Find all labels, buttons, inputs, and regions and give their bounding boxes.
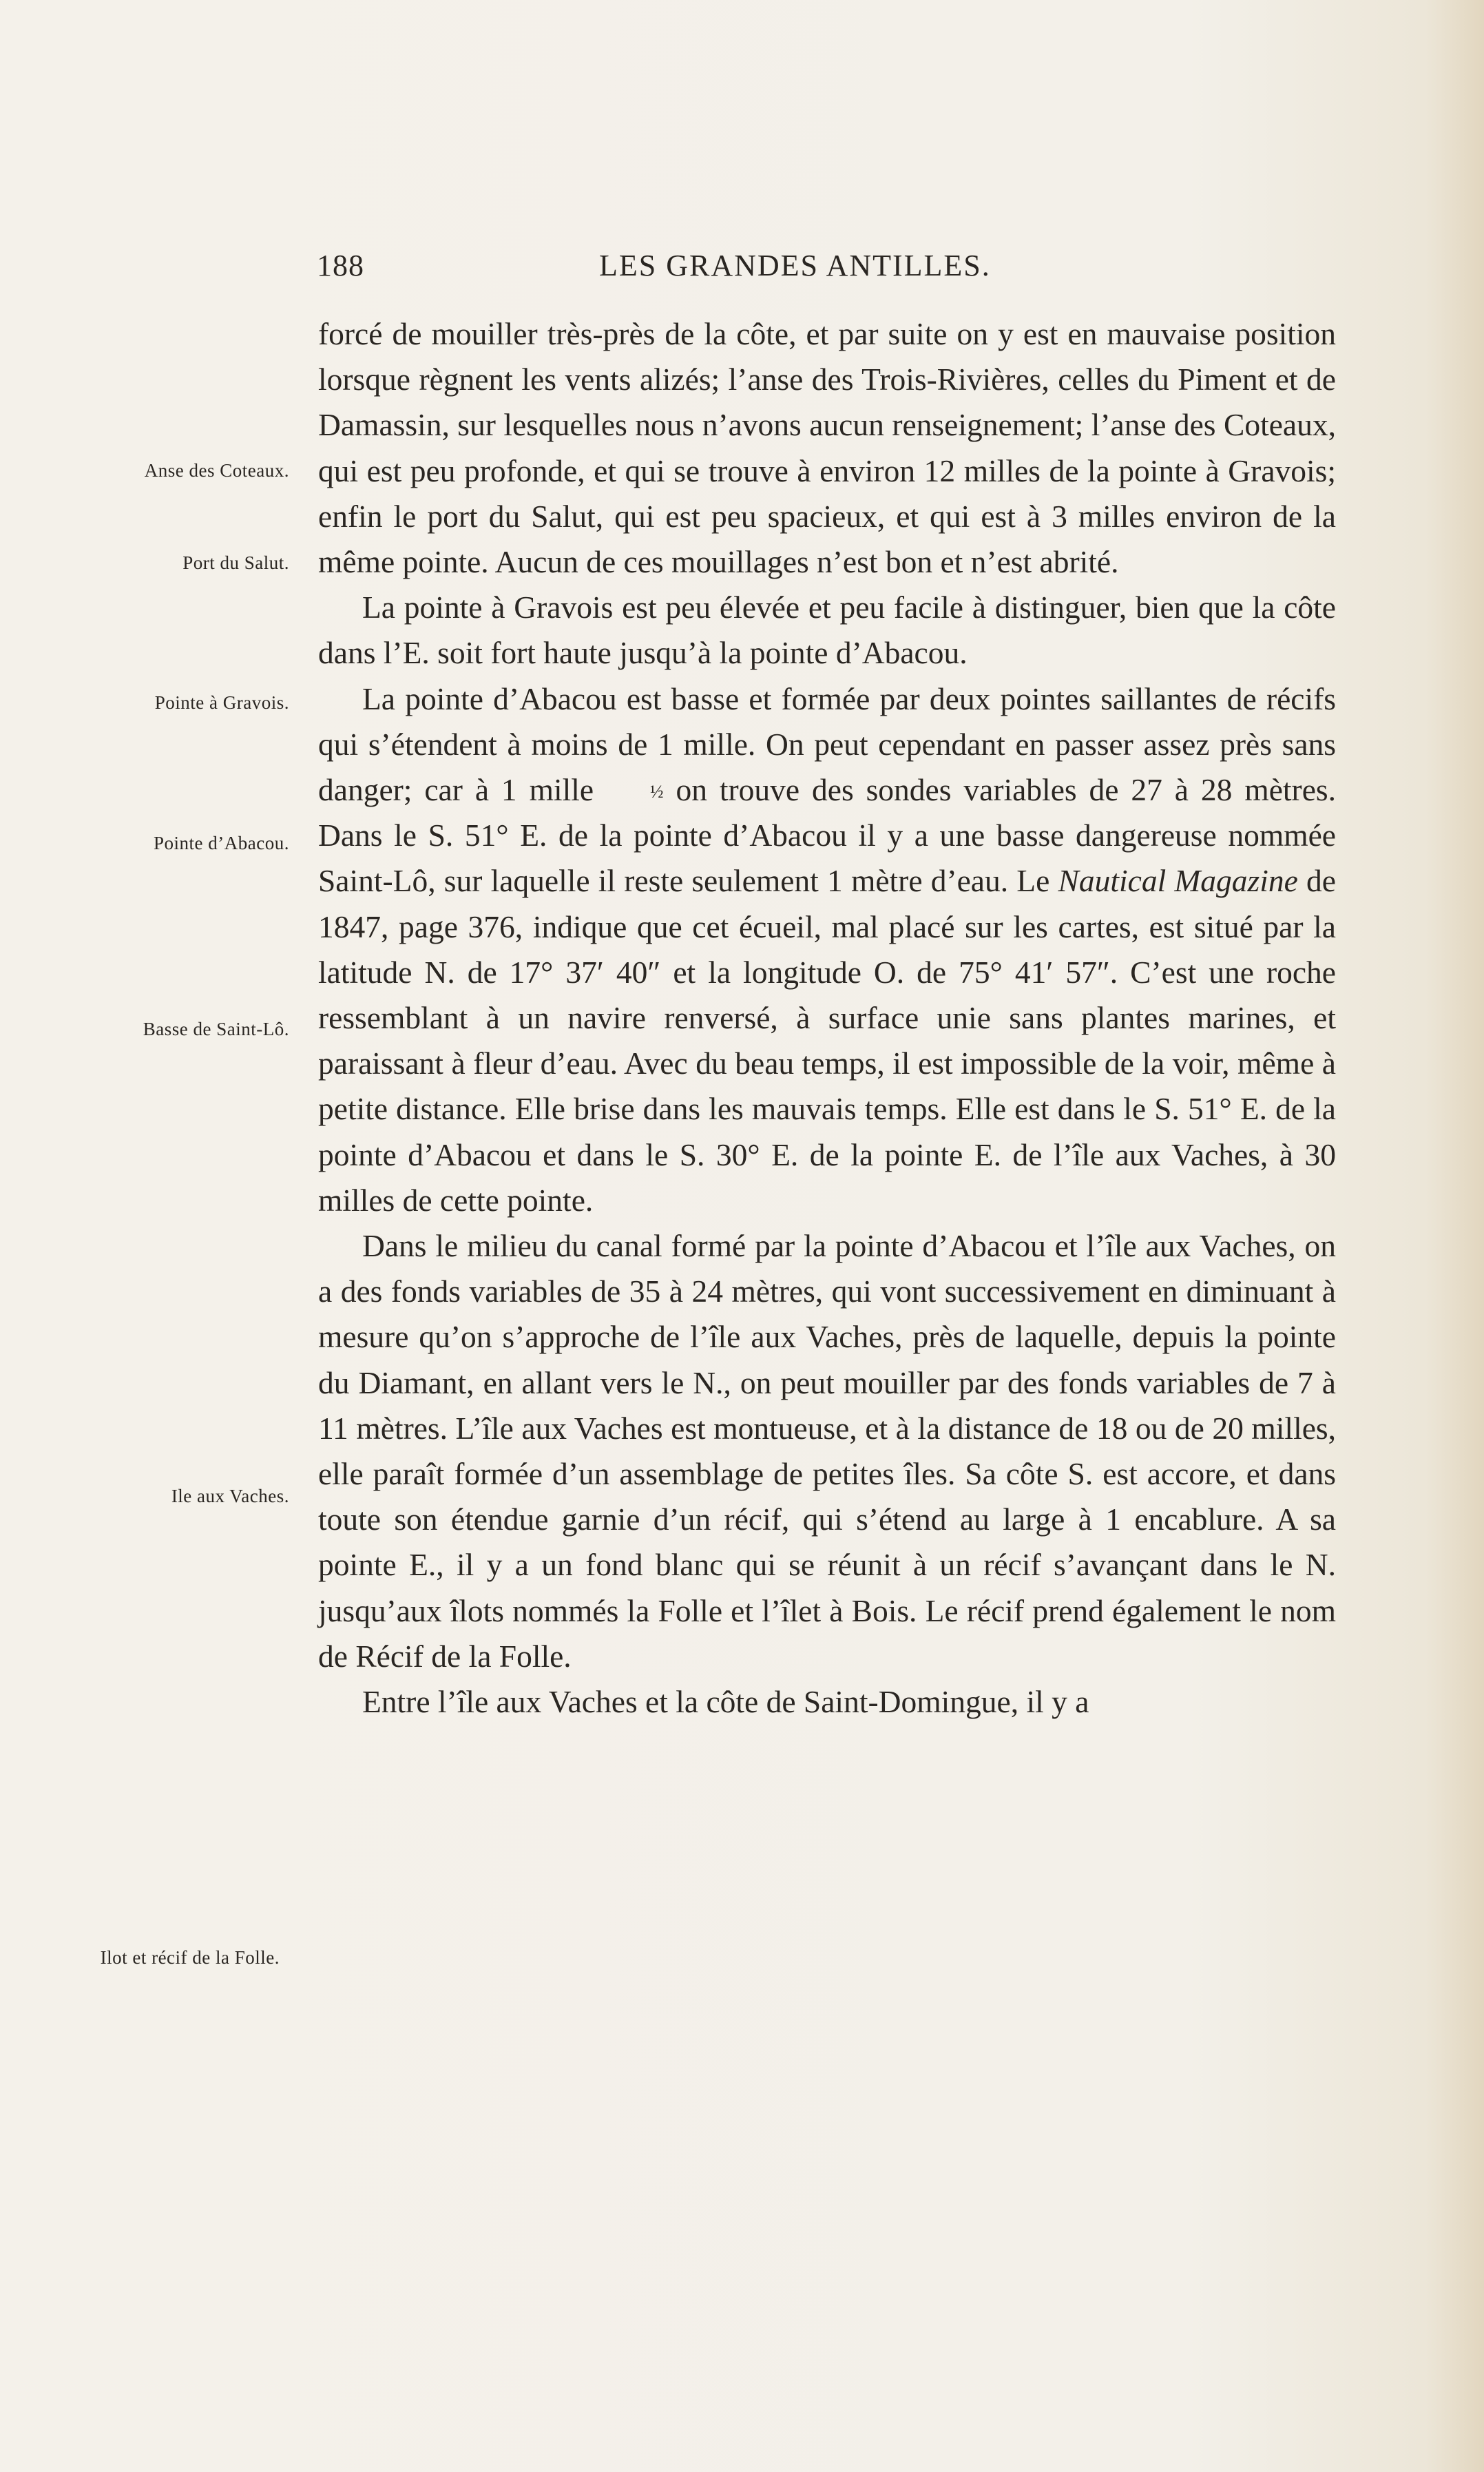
fraction-half: ½ [650,782,664,802]
paragraph-4: Dans le milieu du canal formé par la pointe d’Abacou et l’île aux Vaches, on a des fonds variables de 35 à 24 mètres, qui vont successivement en diminuant à mesure qu’on s’approche de l’île aux Vaches, près de laquelle, depuis la pointe du Diamant, en allant vers le N., on peut mouiller par des fonds variables de 7 à 11 mètres. L’île aux Vaches est montueuse, et à la distance de 18 ou de 20 milles, elle paraît formée d’un assemblage de petites îles. Sa côte S. est accore, et dans toute son étendue garnie d’un récif, qui s’étend au large à 1 encablure. A sa pointe E., il y a un fond blanc qui se réunit à un récif s’avançant dans le N. jusqu’aux îlots nommés la Folle et l’îlet à Bois. Le récif prend également le nom de Récif de la Folle. [318,1228,1336,1674]
body-text [318,311,1336,1725]
paragraph-2: La pointe à Gravois est peu élevée et peu facile à distinguer, bien que la côte dans l’E. soit fort haute jusqu’à la pointe d’Abacou. [318,590,1336,671]
margin-note-basse-de-saint-lo: Basse de Saint-Lô. [143,1019,289,1039]
paragraph-1: forcé de mouiller très-près de la côte, et par suite on y est en mauvaise position lorsque règnent les vents alizés; l’anse des Trois-Rivières, celles du Piment et de Damassin, sur lesquelles nous n’avons aucun renseignement; l’anse des Coteaux, qui est peu profonde, et qui se trouve à environ 12 milles de la pointe à Gravois; enfin le port du Salut, qui est peu spacieux, et qui est à 3 milles environ de la même pointe. Aucun de ces mouillages n’est bon et n’est abrité. [318,316,1336,580]
italic-title-nautical-magazine: Nautical Magazine [1058,863,1298,899]
paragraph-3 [318,676,1336,1223]
margin-note-port-du-salut: Port du Salut. [182,552,289,573]
page-number: 188 [317,249,364,282]
paragraph-3-part-a: La pointe d’Abacou est basse et formée par deux pointes saillantes de récifs qui s’étendent à moins de 1 mille. On peut cependant en passer assez près sans danger; car à 1 mille [318,681,1336,808]
margin-note-ilot-et-recif-de-la-folle: Ilot et récif de la Folle. [100,1947,280,1968]
margin-note-pointe-d-abacou: Pointe d’Abacou. [154,833,289,853]
paragraph-3-part-c: de 1847, page 376, indique que cet écueil, mal placé sur les cartes, est situé par la latitude N. de 17° 37′ 40″ et la longitude O. de 75° 41′ 57″. C’est une roche ressemblant à un navire renversé, à surface unie sans plantes marines, et paraissant à fleur d’eau. Avec du beau temps, il est impossible de la voir, même à petite distance. Elle brise dans les mauvais temps. Elle est dans le S. 51° E. de la pointe d’Abacou et dans le S. 30° E. de la pointe E. de l’île aux Vaches, à 30 milles de cette pointe. [318,863,1336,1218]
margin-note-anse-des-coteaux: Anse des Coteaux. [144,460,289,481]
paragraph-5: Entre l’île aux Vaches et la côte de Saint-Domingue, il y a [362,1684,1089,1720]
margin-note-pointe-a-gravois: Pointe à Gravois. [154,692,289,713]
running-title: LES GRANDES ANTILLES. [599,249,991,282]
page-header [317,248,1343,289]
margin-note-ile-aux-vaches: Ile aux Vaches. [171,1486,289,1506]
paragraph-3-part-b: on trouve des sondes variables de 27 à 28 mètres. Dans le S. 51° E. de la pointe d’Abacou il y a une basse dangereuse nommée Saint-Lô, sur laquelle il reste seulement 1 mètre d’eau. Le [318,772,1336,899]
